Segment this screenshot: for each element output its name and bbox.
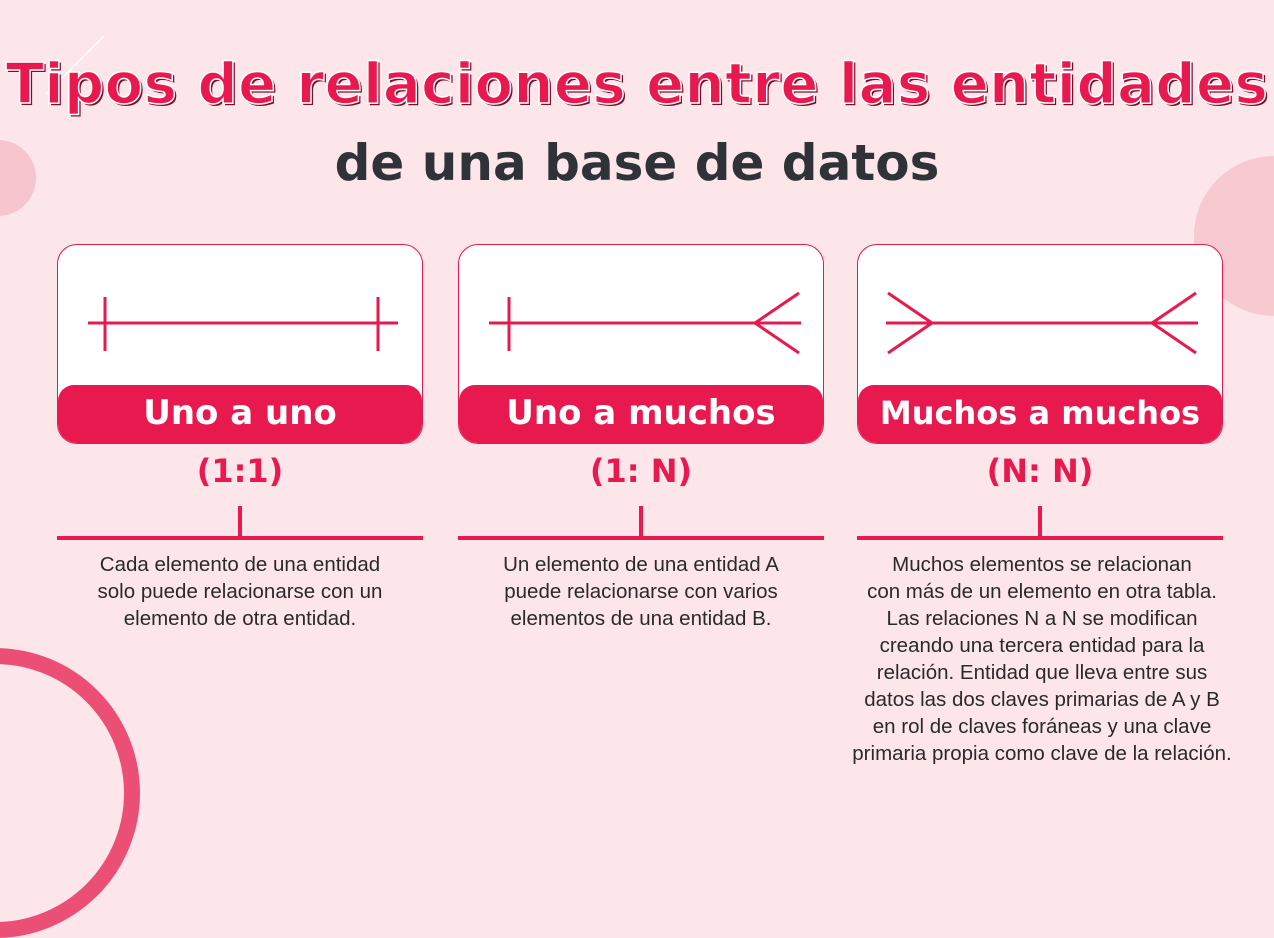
- relation-label: Uno a uno: [58, 385, 422, 444]
- relation-ratio: (1:1): [196, 452, 284, 490]
- separator: [857, 506, 1223, 542]
- subtitle: de una base de datos: [334, 134, 940, 192]
- main-title: Tipos de relaciones entre las entidades: [5, 52, 1269, 117]
- card-one-to-one: [57, 244, 423, 444]
- one-to-many-icon: [459, 245, 824, 385]
- relation-ratio: (1: N): [589, 452, 693, 490]
- decorative-arc: [0, 648, 140, 938]
- relation-description: Un elemento de una entidad A puede relacionarse con varios elementos de una entidad B.: [503, 553, 779, 630]
- relation-description: Cada elemento de una entidad solo puede relacionarse con un elemento de otra entidad.: [97, 553, 383, 630]
- relation-ratio: (N: N): [986, 452, 1094, 490]
- one-to-one-icon: [58, 245, 423, 385]
- separator: [458, 506, 824, 542]
- relation-label: Uno a muchos: [459, 385, 823, 444]
- many-to-many-icon: [858, 245, 1223, 385]
- card-many-to-many: [857, 244, 1223, 444]
- card-one-to-many: [458, 244, 824, 444]
- separator: [57, 506, 423, 542]
- relation-label: Muchos a muchos: [858, 385, 1222, 444]
- relation-description: Muchos elementos se relacionan con más de un elemento en otra tabla. Las relaciones N a N se modifican creando una tercera entidad para la relación. Entidad que lleva entre sus datos las dos claves primarias de A y B en rol de claves foráneas y una clave primaria propia como clave de la relación.: [852, 553, 1232, 765]
